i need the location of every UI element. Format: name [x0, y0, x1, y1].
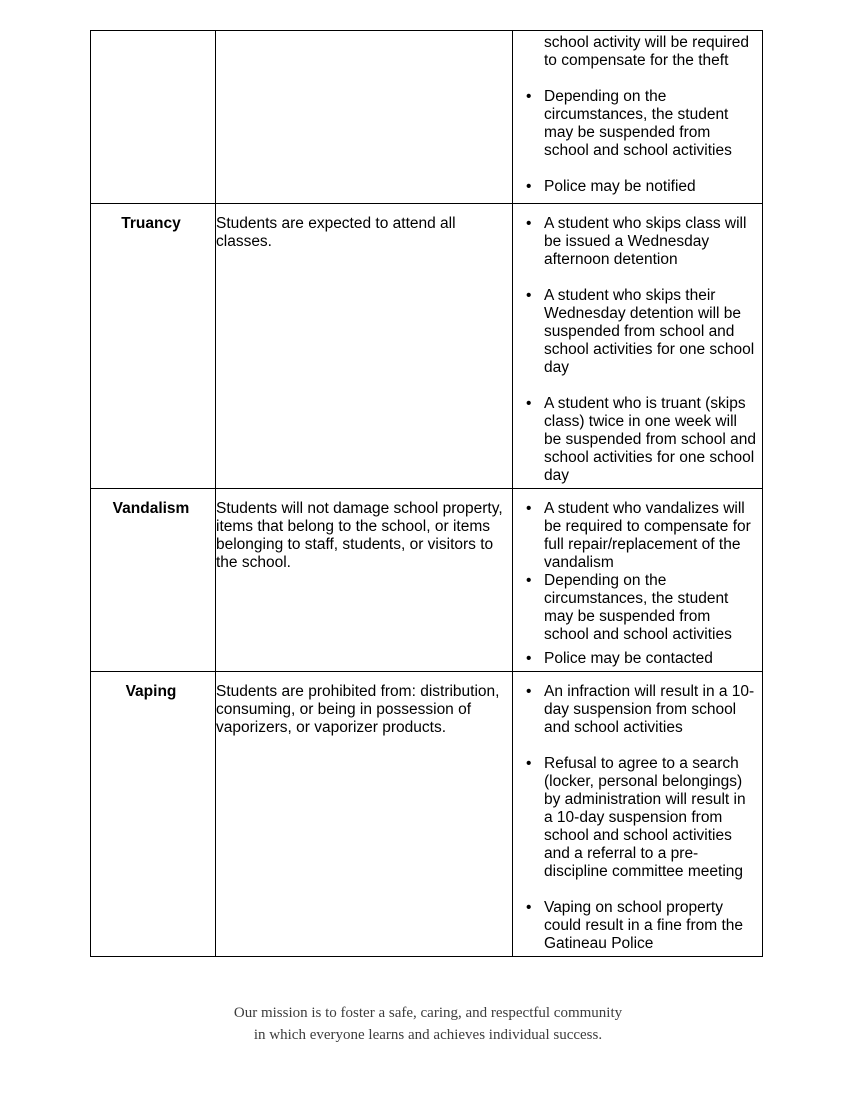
consequence-item: • Depending on the circumstances, the student may be suspended from school and school activities	[513, 572, 758, 644]
consequences-cell	[513, 672, 763, 957]
table-row	[91, 672, 763, 957]
expectation-cell: Students will not damage school property, items that belong to the school, or items belonging to staff, students, or visitors to the school.	[216, 489, 513, 672]
table-row	[91, 489, 763, 672]
expectation-cell: Students are prohibited from: distribution, consuming, or being in possession of vaporizers, or vaporizer products.	[216, 672, 513, 957]
consequences-cell	[513, 31, 763, 204]
table-row	[91, 31, 763, 204]
consequences-cell	[513, 489, 763, 672]
mission-statement	[0, 1002, 856, 1046]
category-cell: Truancy	[91, 204, 216, 489]
category-cell	[91, 31, 216, 204]
consequence-item: • Police may be notified	[513, 178, 758, 196]
table-row	[91, 204, 763, 489]
consequences-cell	[513, 204, 763, 489]
expectation-cell: Students are expected to attend all classes.	[216, 204, 513, 489]
consequence-item: • Police may be contacted	[513, 650, 758, 668]
mission-line-1: Our mission is to foster a safe, caring, and respectful community	[233, 1005, 623, 1021]
expectation-cell	[216, 31, 513, 204]
consequence-item: • An infraction will result in a 10-day suspension from school and school activities	[513, 683, 758, 737]
consequence-item: • A student who skips their Wednesday detention will be suspended from school and school activities for one school day	[513, 287, 758, 377]
mission-line-2: in which everyone learns and achieves individual success.	[253, 1027, 603, 1043]
category-cell: Vaping	[91, 672, 216, 957]
consequence-item: • Depending on the circumstances, the student may be suspended from school and school activities	[513, 88, 758, 160]
consequence-continuation: school activity will be required to compensate for the theft	[544, 34, 750, 69]
category-cell: Vandalism	[91, 489, 216, 672]
conduct-table	[90, 30, 763, 957]
consequence-item: • A student who skips class will be issued a Wednesday afternoon detention	[513, 215, 758, 269]
consequence-item: • A student who is truant (skips class) twice in one week will be suspended from school and school activities for one school day	[513, 395, 758, 485]
consequence-item: • Refusal to agree to a search (locker, personal belongings) by administration will result in a 10-day suspension from school and school activities and a referral to a pre-discipline committee meeting	[513, 755, 758, 881]
consequence-item: • Vaping on school property could result in a fine from the Gatineau Police	[513, 899, 758, 953]
consequence-item: • A student who vandalizes will be required to compensate for full repair/replacement of the vandalism	[513, 500, 758, 572]
